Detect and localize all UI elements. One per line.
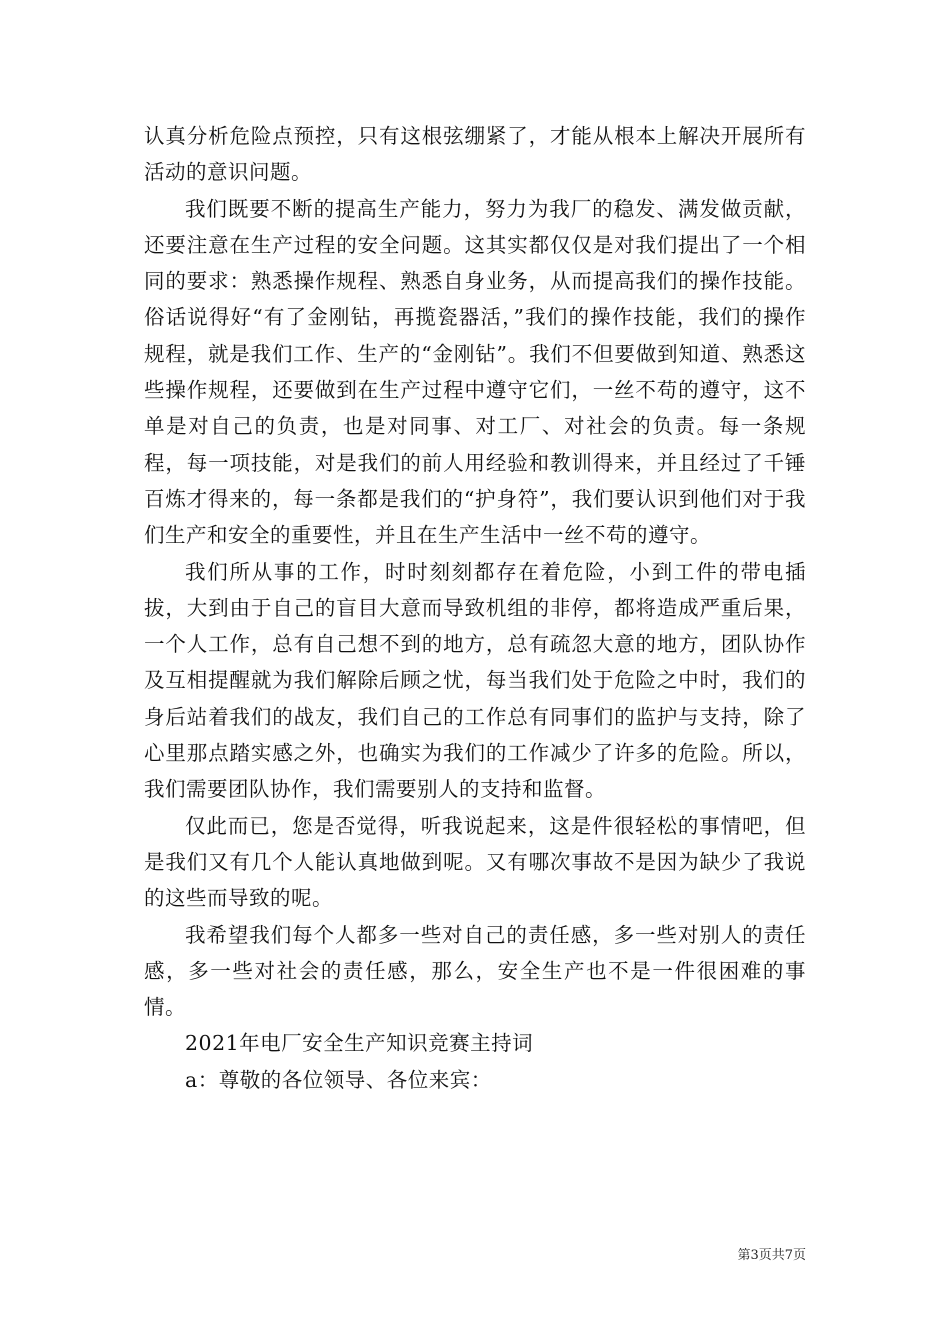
paragraph-responsibility: 我希望我们每个人都多一些对自己的责任感，多一些对别人的责任感，多一些对社会的责任感，那么，安全生产也不是一件很困难的事情。 [144, 922, 806, 1020]
paragraph-continuation: 认真分析危险点预控，只有这根弦绷紧了，才能从根本上解决开展所有活动的意识问题。 [144, 124, 806, 185]
paragraph-operating-rules: 我们既要不断的提高生产能力，努力为我厂的稳发、满发做贡献，还要注意在生产过程的安全问题。这其实都仅仅是对我们提出了一个相同的要求：熟悉操作规程、熟悉自身业务，从而提高我们的操作技能。俗话说得好“有了金刚钻，再揽瓷器活，”我们的操作技能，我们的操作规程，就是我们工作、生产的“金刚钻”。我们不但要做到知道、熟悉这些操作规程，还要做到在生产过程中遵守它们，一丝不苟的遵守，这不单是对自己的负责，也是对同事、对工厂、对社会的负责。每一条规程，每一项技能，对是我们的前人用经验和教训得来，并且经过了千锤百炼才得来的，每一条都是我们的“护身符”，我们要认识到他们对于我们生产和安全的重要性，并且在生产生活中一丝不苟的遵守。 [144, 196, 806, 548]
page-number: 第3页共7页 [737, 1248, 806, 1263]
section-title: 2021年电厂安全生产知识竞赛主持词 [185, 1031, 534, 1056]
paragraph-teamwork: 我们所从事的工作，时时刻刻都存在着危险，小到工件的带电插拔，大到由于自己的盲目大意而导致机组的非停，都将造成严重后果，一个人工作，总有自己想不到的地方，总有疏忽大意的地方，团队协作及互相提醒就为我们解除后顾之忧，每当我们处于危险之中时，我们的身后站着我们的战友，我们自己的工作总有同事们的监护与支持，除了心里那点踏实感之外，也确实为我们的工作减少了许多的危险。所以，我们需要团队协作，我们需要别人的支持和监督。 [144, 559, 806, 802]
greeting-line: a：尊敬的各位领导、各位来宾： [185, 1067, 492, 1092]
paragraph-reflection: 仅此而已，您是否觉得，听我说起来，这是件很轻松的事情吧，但是我们又有几个人能认真地做到呢。又有哪次事故不是因为缺少了我说的这些而导致的呢。 [144, 813, 806, 911]
document-body [144, 118, 806, 1098]
